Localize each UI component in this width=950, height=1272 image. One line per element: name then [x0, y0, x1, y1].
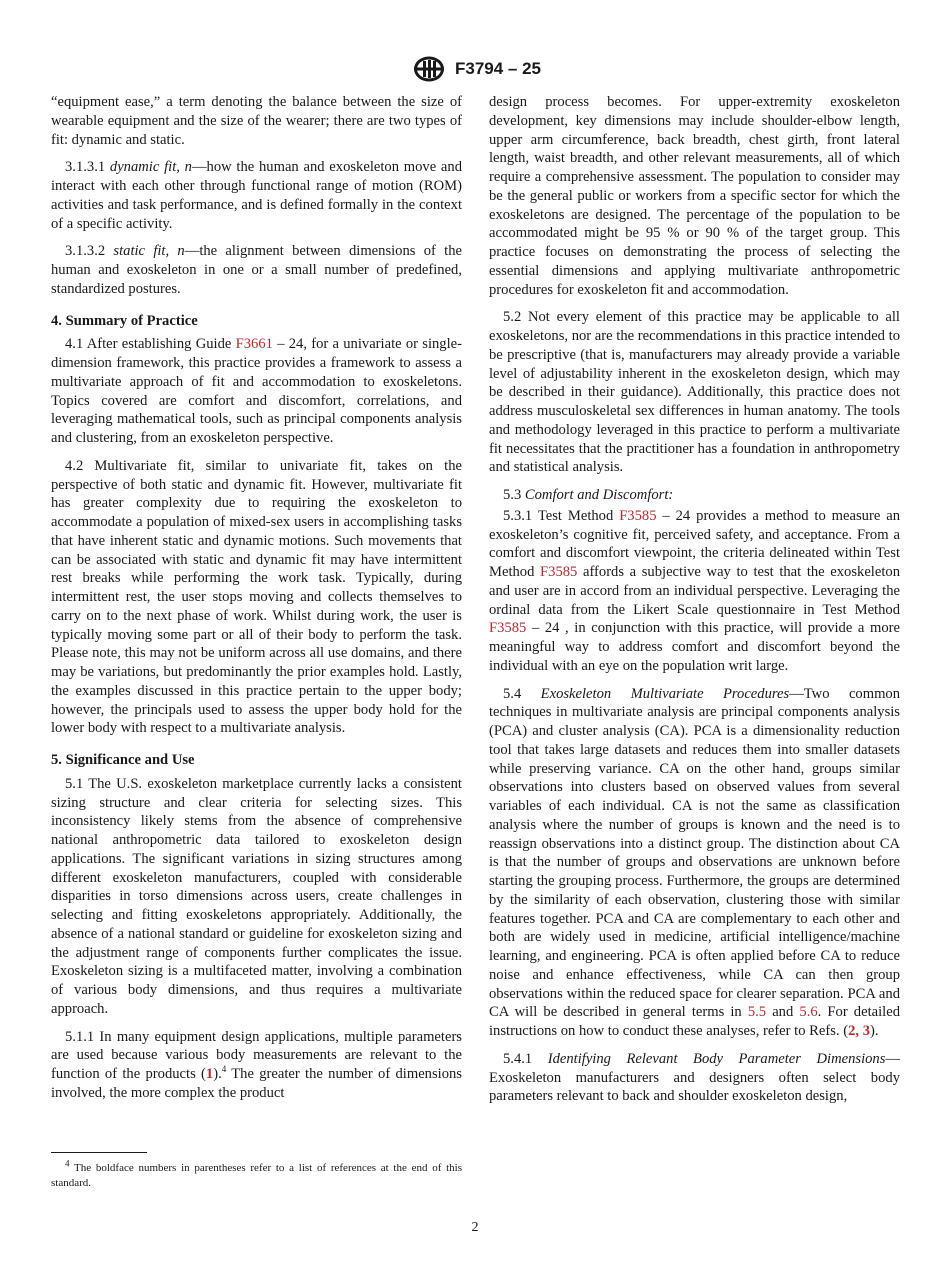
reference-link[interactable]: 5.5	[747, 1004, 767, 1021]
paragraph-5-1: 5.1 The U.S. exoskeleton marketplace currently lacks a consistent sizing structure and clear criteria for selecting sizes. This inconsistency likely stems from the absence of comprehensive national anthropometric data tailored to exoskeleton design applications. The significant variations in sizing structures among different exoskeleton manufacturers, coupled with considerable disparities in torso dimensions across users, create challenges in selecting and fitting exoskeletons appropriately. Additionally, the absence of a national standard or guideline for exoskeleton sizing and the adjustment range of components further complicates the issue. Exoskeleton sizing is a multifaceted matter, involving a combination of various body dimensions, and thus requires a multivariate approach.	[51, 775, 462, 1017]
paragraph: design process becomes. For upper-extremity exoskeleton development, key dimensions may include shoulder-elbow length, upper arm circumference, back breadth, chest girth, front lateral length, waist breadth, and other relevant measurements, all of which require a comprehensive assessment. The population to consider may be the general public or workers from a specific sector for which the exoskeletons are designed. The percentage of the population to be accommodated might be 95 % or 90 % of the target group. This practice focuses on demonstrating the process of selecting the essential dimensions and applying multivariate anthropometric procedures for exoskeleton fit and accommodation.	[489, 94, 900, 298]
page-number: 2	[471, 1220, 479, 1235]
subsection-title: Comfort and Discomfort:	[524, 487, 674, 503]
section-heading: 4. Summary of Practice	[51, 312, 198, 329]
left-column	[51, 93, 462, 1112]
section-heading: 5. Significance and Use	[51, 752, 195, 768]
paragraph-4-1: 4.1 After establishing Guide F3661 – 24, for a univariate or single-dimension framework, this practice provides a framework to assess a multivariate approach of fit and accommodation to exoskeletons. Topics covered are comfort and discomfort, correlations, and leveraging mathematical tools, such as principal components analysis and clustering, from an exoskeleton perspective.	[51, 336, 462, 446]
footnote-marker: 4	[221, 1064, 227, 1075]
designation: F3794 – 25	[454, 59, 541, 78]
reference-link[interactable]: F3661	[235, 336, 273, 353]
paragraph-5-4-1: 5.4.1 Identifying Relevant Body Parameter Dimensions—Exoskeleton manufacturers and designers often select body parameters relevant to back and shoulder exoskeleton design,	[489, 1050, 900, 1105]
subsection-title: Identifying Relevant Body Parameter Dimensions	[547, 1050, 886, 1067]
paragraph-5-3: 5.3 Comfort and Discomfort:	[503, 487, 674, 503]
paragraph-5-3-1: 5.3.1 Test Method F3585 – 24 provides a method to measure an exoskeleton’s cognitive fit, perceived safety, and acceptance. From a comfort and discomfort viewpoint, the criteria delineated within Test Method F3585 affords a subjective way to test that the exoskeleton and user are in accord from an individual perspective. Leveraging the ordinal data from the Likert Scale questionnaire in Test Method F3585 – 24 , in conjunction with this practice, will provide a more meaningful way to address comfort and discomfort beyond the individual with an eye on the population writ large.	[489, 507, 900, 674]
reference-link[interactable]: F3585	[489, 620, 527, 637]
definition-static-fit: 3.1.3.2 static fit, n—the alignment between dimensions of the human and exoskeleton in one or a small number of predefined, standardized postures.	[51, 243, 462, 297]
paragraph-5-2: 5.2 Not every element of this practice may be applicable to all exoskeletons, nor are the recommendations in this practice intended to be prescriptive (that is, manufacturers may already provide a variable level of adjustability inherent in the exoskeleton design, which may be described in their guidance). Additionally, this practice does not address musculoskeletal sex differences in human anatomy. The tools and methodology leveraged in this practice to perform a multivariate fit necessitates that the practitioner has a foundation in anthropometry and statistical analysis.	[489, 309, 900, 476]
subsection-title: Exoskeleton Multivariate Procedures	[540, 685, 790, 702]
paragraph-5-1-1: 5.1.1 In many equipment design applications, multiple parameters are used because various body measurements are relevant to the function of the products (1).$^4$ The greater the number of dimensions involved, the more complex the product	[51, 1028, 462, 1101]
paragraph: “equipment ease,” a term denoting the balance between the size of wearable equipment and the size of the wearer; there are two types of fit: dynamic and static.	[51, 94, 462, 148]
right-column	[489, 93, 900, 1115]
paragraph-4-2: 4.2 Multivariate fit, similar to univariate fit, takes on the perspective of both static and dynamic fit. However, multivariate fit has greater complexity due to requiring the exoskeleton to accommodate a population of mixed-sex users in accomplishing tasks that have inherent static and dynamic motions. Such movements that can be associated with static and dynamic fit may have intermittent rest breaks while performing the work task. Typically, during intermittent rest, the user stops moving and collects themselves to carry on to the next phase of work. Whilst during work, the user is typically moving some part or all of their body to perform the task. Please note, this may not be uniform across all use domains, and there may be variations, but predominantly the prior examples hold. Lastly, the examples discussed in this practice pertain to the upper body; however, the principals used to assess the upper body hold for the lower body with respect to a multivariate analysis.	[51, 457, 462, 737]
page-header	[0, 54, 950, 84]
reference-link[interactable]: F3585	[540, 564, 578, 580]
footnote-divider	[51, 1152, 147, 1153]
astm-logo-icon	[409, 55, 449, 83]
reference-link[interactable]: 1	[205, 1066, 214, 1082]
reference-link[interactable]: F3585	[619, 507, 657, 524]
term: dynamic fit, n	[109, 159, 192, 176]
definition-dynamic-fit: 3.1.3.1 dynamic fit, n—how the human and exoskeleton move and interact with each other through functional range of motion (ROM) activities and task performance, and is defined formally in the context of a specific activity.	[51, 159, 463, 232]
term: static fit, n	[113, 243, 185, 260]
reference-link[interactable]: 2, 3	[848, 1023, 870, 1039]
reference-link[interactable]: 5.6	[799, 1004, 818, 1021]
paragraph-5-4: 5.4 Exoskeleton Multivariate Procedures—Two common techniques in multivariate analysis are principal components analysis (PCA) and cluster analysis (CA). PCA is a dimensionality reduction tool that takes large datasets and reduces them into smaller datasets while preserving variance. CA on the other hand, groups similar observations into clusters based on observed values from several variables of each individual. CA is not the same as classification analysis where the number of groups is known and the need is to reassign observations into a distinct group. The distinction about CA is that the number of groups and observations are unknown before starting the grouping process. Furthermore, the groups are determined by the similarity of each observation, clustering those with similar features together. PCA and CA are complementary to each other and both are widely used in medicine, artificial intelligence/machine learning, and engineering. PCA is often applied before CA to reduce noise and enhance effectiveness, while CA can then group observations within the reduced space for clearer separation. PCA and CA will be described in general terms in 5.5 and 5.6. For detailed instructions on how to conduct these analyses, refer to Refs. (2, 3).	[489, 685, 901, 1039]
footnote: $^4$ The boldface numbers in parentheses refer to a list of references at the end of this standard.	[51, 1158, 462, 1189]
